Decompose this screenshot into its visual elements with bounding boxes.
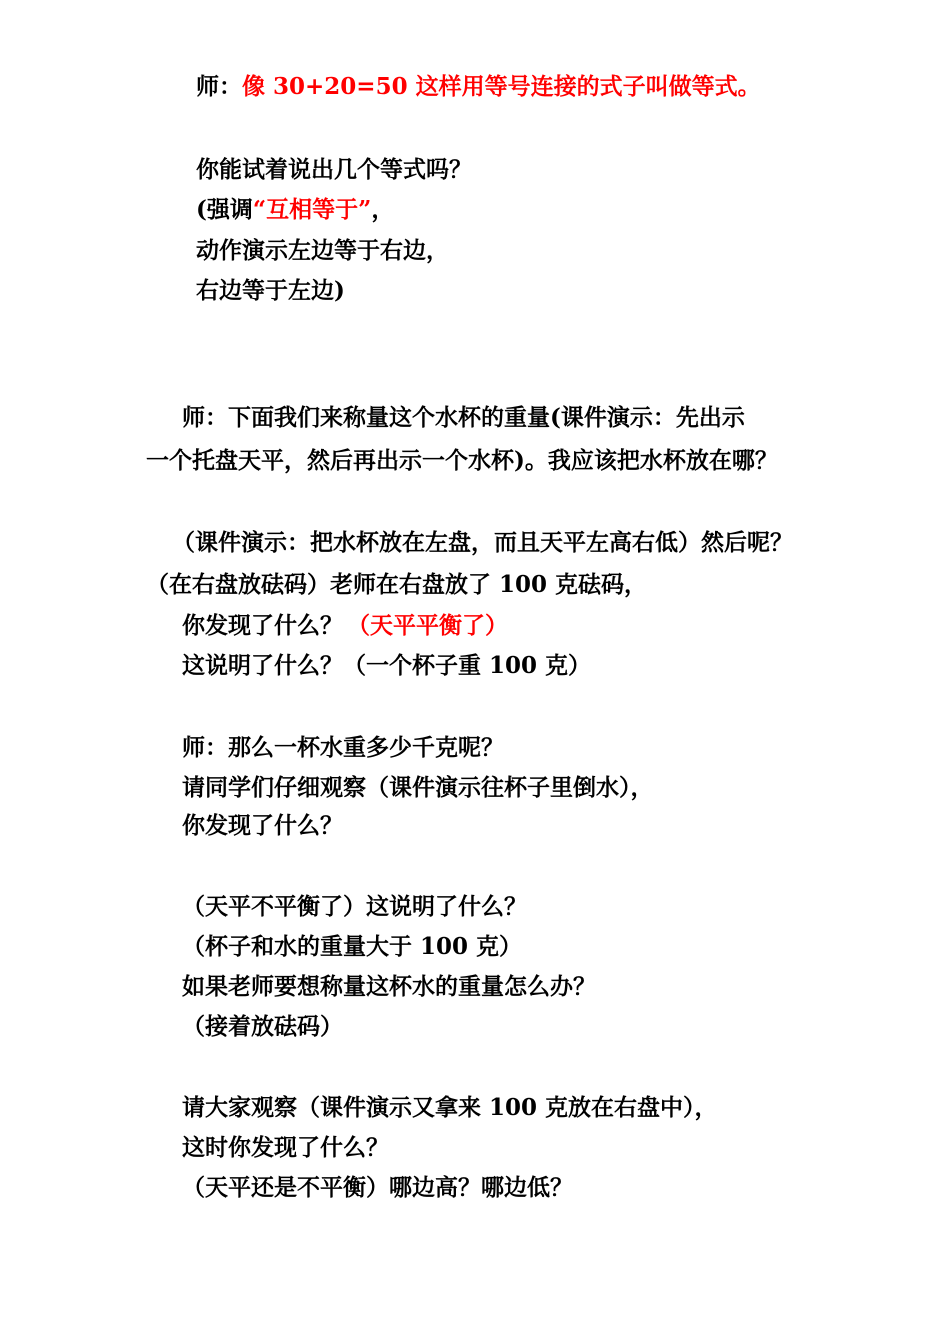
cup-left-pan-line: （课件演示：把水杯放在左盘，而且天平左高右低）然后呢？ [172, 529, 793, 556]
action-line-1: 动作演示左边等于右边， [196, 237, 449, 264]
observe-question: 你发现了什么？ [182, 612, 343, 639]
equation-definition: 像 30+20=50 这样用等号连接的式子叫做等式。 [242, 73, 761, 100]
add-100g-line: 请大家观察（课件演示又拿来 100 克放在右盘中）， [182, 1094, 718, 1121]
emphasis-word: “互相等于” [252, 196, 372, 223]
how-to-weigh-line: 如果老师要想称量这杯水的重量怎么办？ [182, 973, 596, 1000]
observe-line [182, 611, 508, 641]
weight-right-pan-line: （在右盘放砝码）老师在右盘放了 100 克砝码， [146, 571, 648, 598]
emphasis-close: ， [371, 196, 395, 223]
unbalanced-line: （天平不平衡了）这说明了什么？ [182, 893, 527, 920]
cup-weight-line: 这说明了什么？（一个杯子重 100 克） [182, 652, 592, 679]
emphasis-line [196, 195, 394, 225]
pour-water-line: 请同学们仔细观察（课件演示往杯子里倒水）， [182, 774, 654, 801]
water-weight-question: 师：那么一杯水重多少千克呢？ [182, 734, 504, 761]
scale-intro-line-2: 一个托盘天平，然后再出示一个水杯)。我应该把水杯放在哪？ [146, 447, 778, 474]
speaker-label: 师： [196, 73, 242, 100]
observe-line-3: 这时你发现了什么？ [182, 1134, 389, 1161]
heavier-line: （杯子和水的重量大于 100 克） [182, 933, 523, 960]
observe-line-2: 你发现了什么？ [182, 812, 343, 839]
definition-line [196, 72, 761, 102]
emphasis-open: (强调 [196, 196, 253, 223]
scale-intro-line-1: 师：下面我们来称量这个水杯的重量(课件演示：先出示 [182, 404, 745, 431]
still-unbalanced-line: （天平还是不平衡）哪边高？哪边低？ [182, 1174, 573, 1201]
add-weights-line: （接着放砝码） [182, 1013, 343, 1040]
question-line: 你能试着说出几个等式吗？ [196, 156, 472, 183]
action-line-2: 右边等于左边) [196, 277, 345, 304]
balanced-answer: （天平平衡了） [347, 612, 508, 639]
